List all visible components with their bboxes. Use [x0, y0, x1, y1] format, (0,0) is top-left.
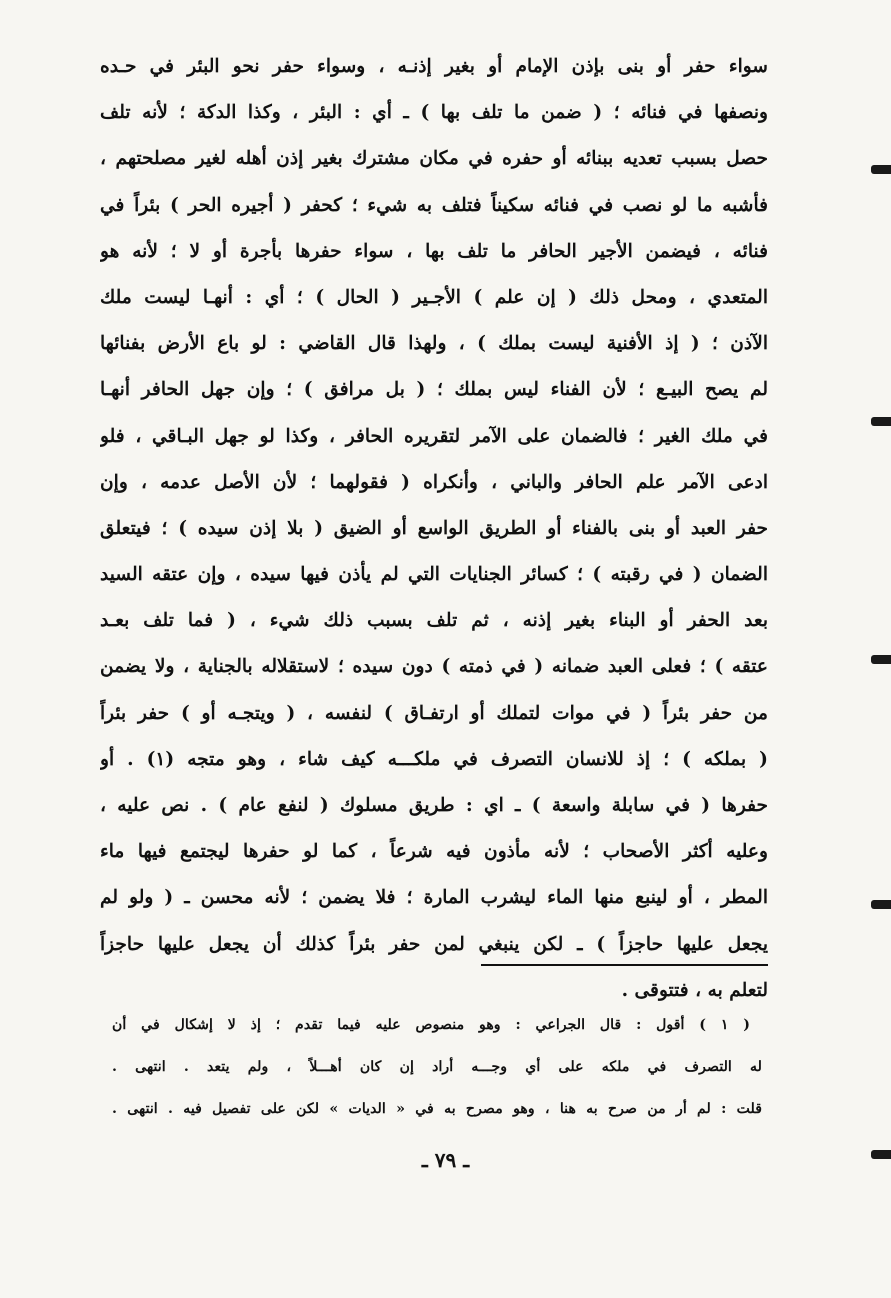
text-line: يجعل عليها حاجزاً ) ـ لكن ينبغي لمن حفر بئراً كذلك أن يجعل عليها حاجزاً [100, 933, 768, 955]
text-line: وعليه أكثر الأصحاب ؛ لأنه مأذون فيه شرعاً ، كما لو حفرها ليجتمع فيها ماء [100, 841, 768, 863]
scan-edge-mark [871, 655, 891, 664]
page-number: ـ ٧٩ ـ [421, 1148, 470, 1172]
text-line: بعد الحفر أو البناء بغير إذنه ، ثم تلف بسبب ذلك شيء ، ( فما تلف بعـد [100, 610, 768, 632]
text-line: سواء حفر أو بنى بإذن الإمام أو بغير إذنـه ، وسواء حفر نحو البئر في حـده [100, 56, 768, 77]
footnote-block [112, 1004, 762, 1130]
text-line: عتقه ) ؛ فعلى العبد ضمانه ( في ذمته ) دون سيده ؛ لاستقلاله بالجناية ، ولا يضمن [100, 656, 768, 678]
text-line: حفرها ( في سابلة واسعة ) ـ اي : طريق مسلوك ( لنفع عام ) . نص عليه ، [100, 795, 768, 816]
footnote-line: له التصرف في ملكه على أي وجـــه أراد إن كان أهـــلاً ، ولم يتعد . انتهى . [112, 1059, 762, 1075]
text-line: الآذن ؛ ( إذ الأفنية ليست بملك ) ، ولهذا قال القاضي : لو باع الأرض بفنائها [100, 333, 768, 355]
text-line: المطر ، أو لينبع منها الماء ليشرب المارة ؛ فلا يضمن ؛ لأنه محسن ـ ( ولو لم [100, 887, 768, 909]
text-line: فنائه ، فيضمن الأجير الحافر ما تلف بها ، سواء حفرها بأجرة أو لا ؛ لأنه هو [100, 240, 768, 262]
text-line: ( بملكه ) ؛ إذ للانسان التصرف في ملكـــه كيف شاء ، وهو متجه (١) . أو [100, 748, 768, 770]
text-line: فأشبه ما لو نصب في فنائه سكيناً فتلف به شيء ؛ كحفر ( أجيره الحر ) بئراً في [100, 194, 768, 216]
text-line: من حفر بئراً ( في موات لتملك أو ارتفـاق ) لنفسه ، ( ويتجـه أو ) حفر بئراً [100, 702, 768, 724]
text-line: لتعلم به ، فتتوقى . [621, 979, 768, 1001]
scan-edge-mark [871, 1150, 891, 1159]
text-line: في ملك الغير ؛ فالضمان على الآمر لتقريره الحافر ، وكذا لو جهل البـاقي ، فلو [100, 425, 768, 447]
footnote-separator-rule [481, 964, 768, 966]
text-line: لم يصح البيـع ؛ لأن الفناء ليس بملك ؛ ( بل مرافق ) ؛ وإن جهل الحافر أنهـا [100, 379, 768, 401]
main-text-block [100, 44, 768, 1014]
text-line: المتعدي ، ومحل ذلك ( إن علم ) الأجـير ( الحال ) ؛ أي : أنهـا ليست ملك [100, 286, 768, 308]
scan-edge-mark [871, 165, 891, 174]
text-line: حفر العبد أو بنى بالفناء أو الطريق الواسع أو الضيق ( بلا إذن سيده ) ؛ فيتعلق [100, 517, 768, 539]
scan-edge-mark [871, 900, 891, 909]
text-line: ونصفها في فنائه ؛ ( ضمن ما تلف بها ) ـ أي : البئر ، وكذا الدكة ؛ لأنه تلف [100, 102, 768, 124]
scan-edge-mark [871, 417, 891, 426]
text-line: الضمان ( في رقبته ) ؛ كسائر الجنايات التي لم يأذن فيها سيده ، وإن عتقه السيد [100, 564, 768, 586]
footnote-line: قلت : لم أر من صرح به هنا ، وهو مصرح به في « الديات » لكن على تفصيل فيه . انتهى . [112, 1101, 762, 1117]
text-line: ادعى الآمر علم الحافر والباني ، وأنكراه ( فقولهما ؛ لأن الأصل عدمه ، وإن [100, 471, 768, 493]
text-line: حصل بسبب تعديه ببنائه أو حفره في مكان مشترك بغير إذن أهله لغير مصلحتهم ، [100, 148, 768, 170]
footnote-line: ( ١ ) أقول : قال الجراعي : وهو منصوص عليه فيما تقدم ؛ إذ لا إشكال في أن [112, 1017, 751, 1033]
